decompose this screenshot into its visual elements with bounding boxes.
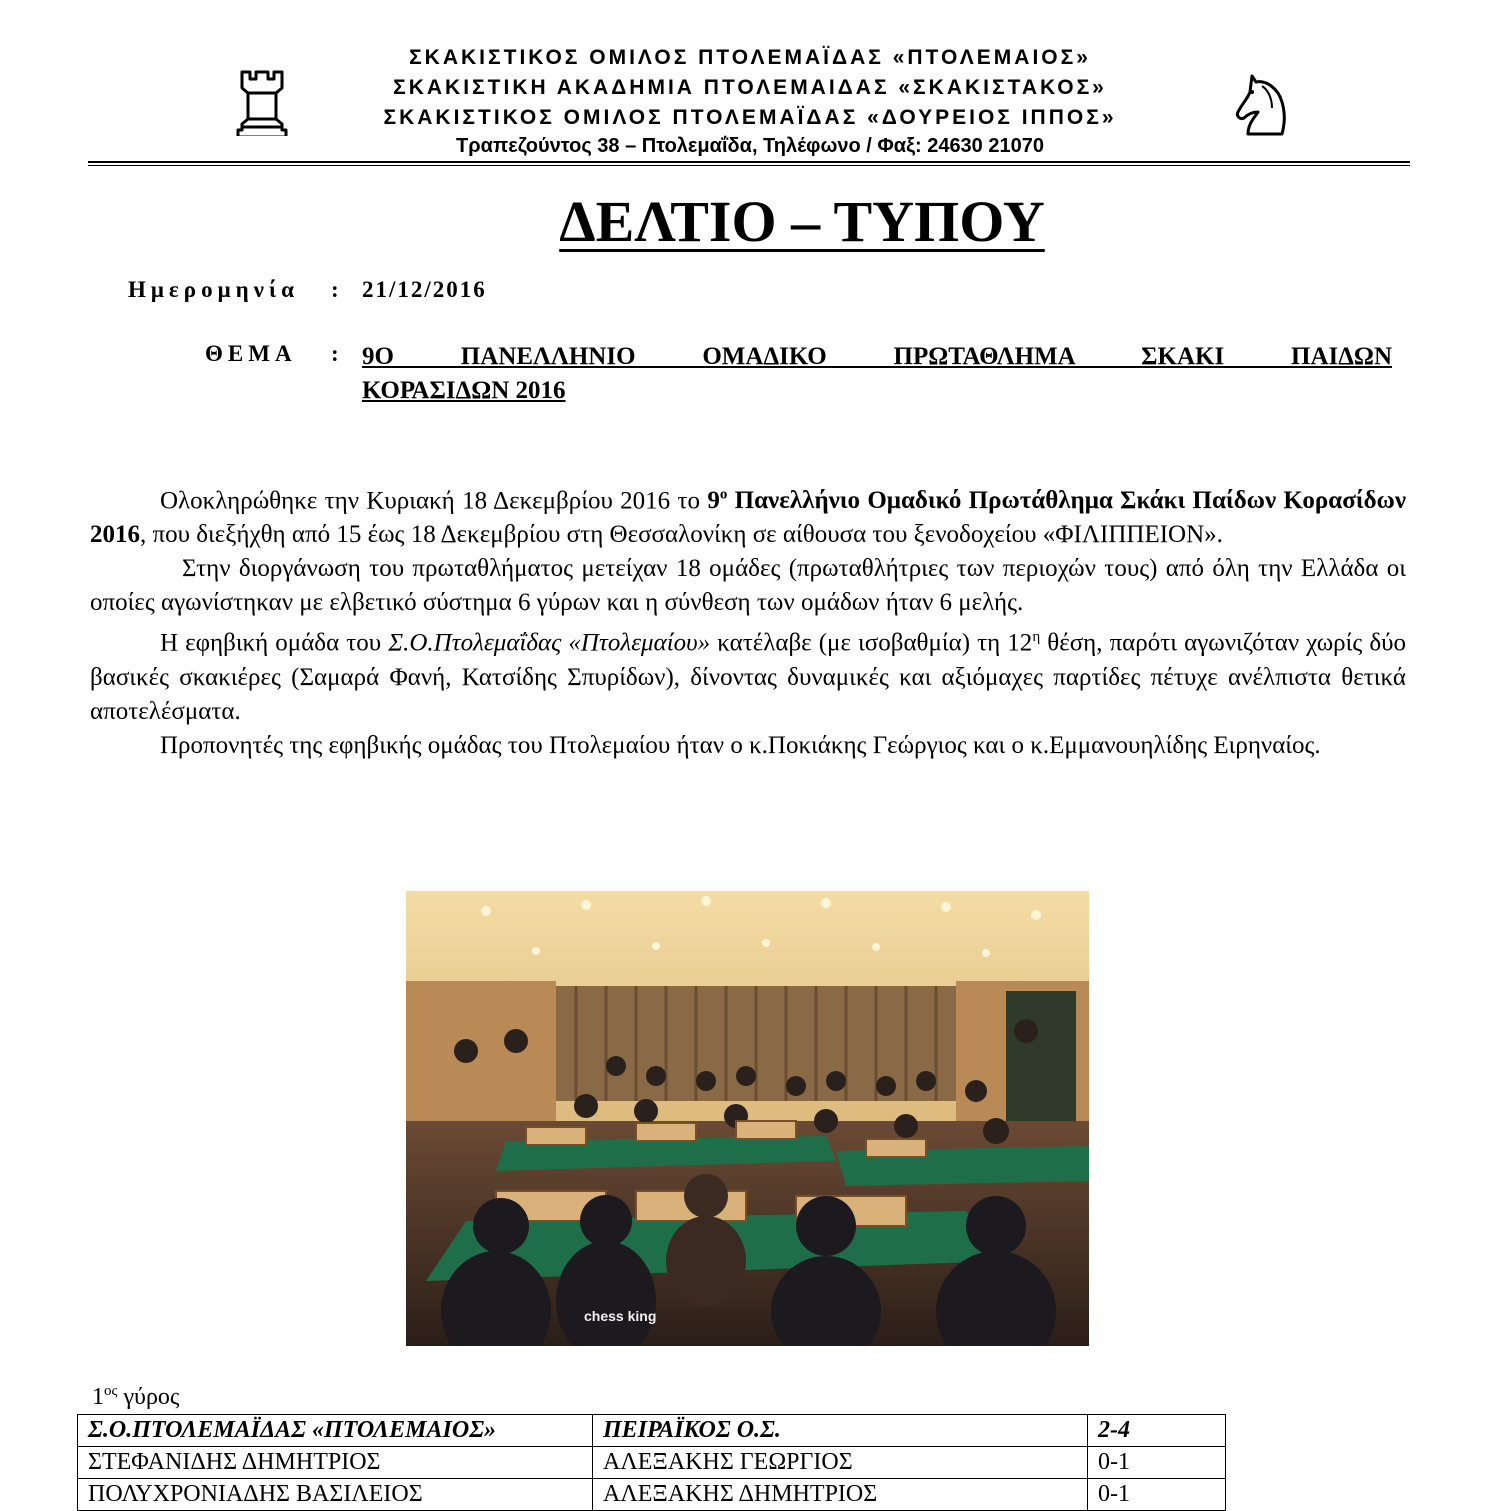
result: 0-1 <box>1088 1447 1226 1479</box>
document-title: ΔΕΛΤΙΟ – ΤΥΠΟΥ <box>559 189 1045 254</box>
header-line-2: ΣΚΑΚΙΣΤΙΚΗ ΑΚΑΔΗΜΙΑ ΠΤΟΛΕΜΑΙΔΑΣ «ΣΚΑΚΙΣΤΑΚΟΣ» <box>393 76 1107 99</box>
date-colon: : <box>331 277 339 302</box>
date-value: 21/12/2016 <box>362 277 487 302</box>
paragraph-1: Ολοκληρώθηκε την Κυριακή 18 Δεκεμβρίου 2016 το $9^o$ Πανελλήνιο Ομαδικό Πρωτάθλημα Σκάκι Παίδων Κορασίδων 2016, που διεξήχθη από 15 έως 18 Δεκεμβρίου στη Θεσσαλονίκη σε αίθουσα του ξενοδοχείου «ΦΙΛΙΠΠΕΙΟΝ». <box>90 487 1406 549</box>
results-table <box>77 1414 1226 1511</box>
player-1: ΠΟΛΥΧΡΟΝΙΑΔΗΣ ΒΑΣΙΛΕΙΟΣ <box>78 1479 593 1511</box>
paragraph-3: Η εφηβική ομάδα του Σ.Ο.Πτολεμαΐδας «Πτολεμαίου» κατέλαβε (με ισοβαθμία) τη $12^\eta$ θέση, παρότι αγωνιζόταν χωρίς δύο βασικές σκακιέρες (Σαμαρά Φανή, Κατσίδης Σπυρίδων), δίνοντας δυναμικές και αξιόμαχες παρτίδες πέτυχε ανέλπιστα θετικά αποτελέσματα. <box>90 629 1406 725</box>
paragraph-2: Στην διοργάνωση του πρωταθλήματος μετείχαν 18 ομάδες (πρωταθλήτριες των περιοχών τους) από όλη την Ελλάδα οι οποίες αγωνίστηκαν με ελβετικό σύστημα 6 γύρων και η σύνθεση των ομάδων ήταν 6 μελής. <box>90 555 1406 617</box>
shirt-text: chess king <box>584 1308 657 1324</box>
subject-line-1: 9Ο ΠΑΝΕΛΛΗΝΙΟ ΟΜΑΔΙΚΟ ΠΡΩΤΑΘΛΗΜΑ ΣΚΑΚΙ ΠΑΙΔΩΝ <box>362 343 1392 370</box>
table-header-row <box>78 1415 1226 1447</box>
table-header-team-1: Σ.Ο.ΠΤΟΛΕΜΑΪΔΑΣ «ΠΤΟΛΕΜΑΙΟΣ» <box>78 1415 593 1447</box>
paragraph-4: Προπονητές της εφηβικής ομάδας του Πτολεμαίου ήταν ο κ.Ποκιάκης Γεώργιος και ο κ.Εμμανουηλίδης Ειρηναίος. <box>160 731 1321 759</box>
round-label: $1^{o\varsigma}$ γύρος <box>92 1383 180 1410</box>
subject-label: ΘΕΜΑ <box>205 341 297 366</box>
player-2: ΑΛΕΞΑΚΗΣ ΔΗΜΗΤΡΙΟΣ <box>593 1479 1088 1511</box>
body-text <box>90 478 1406 763</box>
date-label: Ημερομηνία <box>128 277 299 302</box>
header-line-3: ΣΚΑΚΙΣΤΙΚΟΣ ΟΜΙΛΟΣ ΠΤΟΛΕΜΑΪΔΑΣ «ΔΟΥΡΕΙΟΣ ΙΠΠΟΣ» <box>383 106 1117 129</box>
player-2: ΑΛΕΞΑΚΗΣ ΓΕΩΡΓΙΟΣ <box>593 1447 1088 1479</box>
header-address: Τραπεζούντος 38 – Πτολεμαΐδα, Τηλέφωνο / Φαξ: 24630 21070 <box>456 135 1044 157</box>
subject-text <box>362 340 1392 408</box>
tournament-photo <box>406 891 1089 1346</box>
header-rule-thick <box>88 161 1410 163</box>
table-header-team-2: ΠΕΙΡΑΪΚΟΣ Ο.Σ. <box>593 1415 1088 1447</box>
table-row <box>78 1447 1226 1479</box>
table-header-score: 2-4 <box>1088 1415 1226 1447</box>
subject-colon: : <box>331 341 339 366</box>
table-row <box>78 1479 1226 1511</box>
player-1: ΣΤΕΦΑΝΙΔΗΣ ΔΗΜΗΤΡΙΟΣ <box>78 1447 593 1479</box>
result: 0-1 <box>1088 1479 1226 1511</box>
subject-line-2: ΚΟΡΑΣΙΔΩΝ 2016 <box>362 377 566 404</box>
header-rule-thin <box>88 165 1410 166</box>
header-line-1: ΣΚΑΚΙΣΤΙΚΟΣ ΟΜΙΛΟΣ ΠΤΟΛΕΜΑΪΔΑΣ «ΠΤΟΛΕΜΑΙΟΣ» <box>409 46 1091 69</box>
